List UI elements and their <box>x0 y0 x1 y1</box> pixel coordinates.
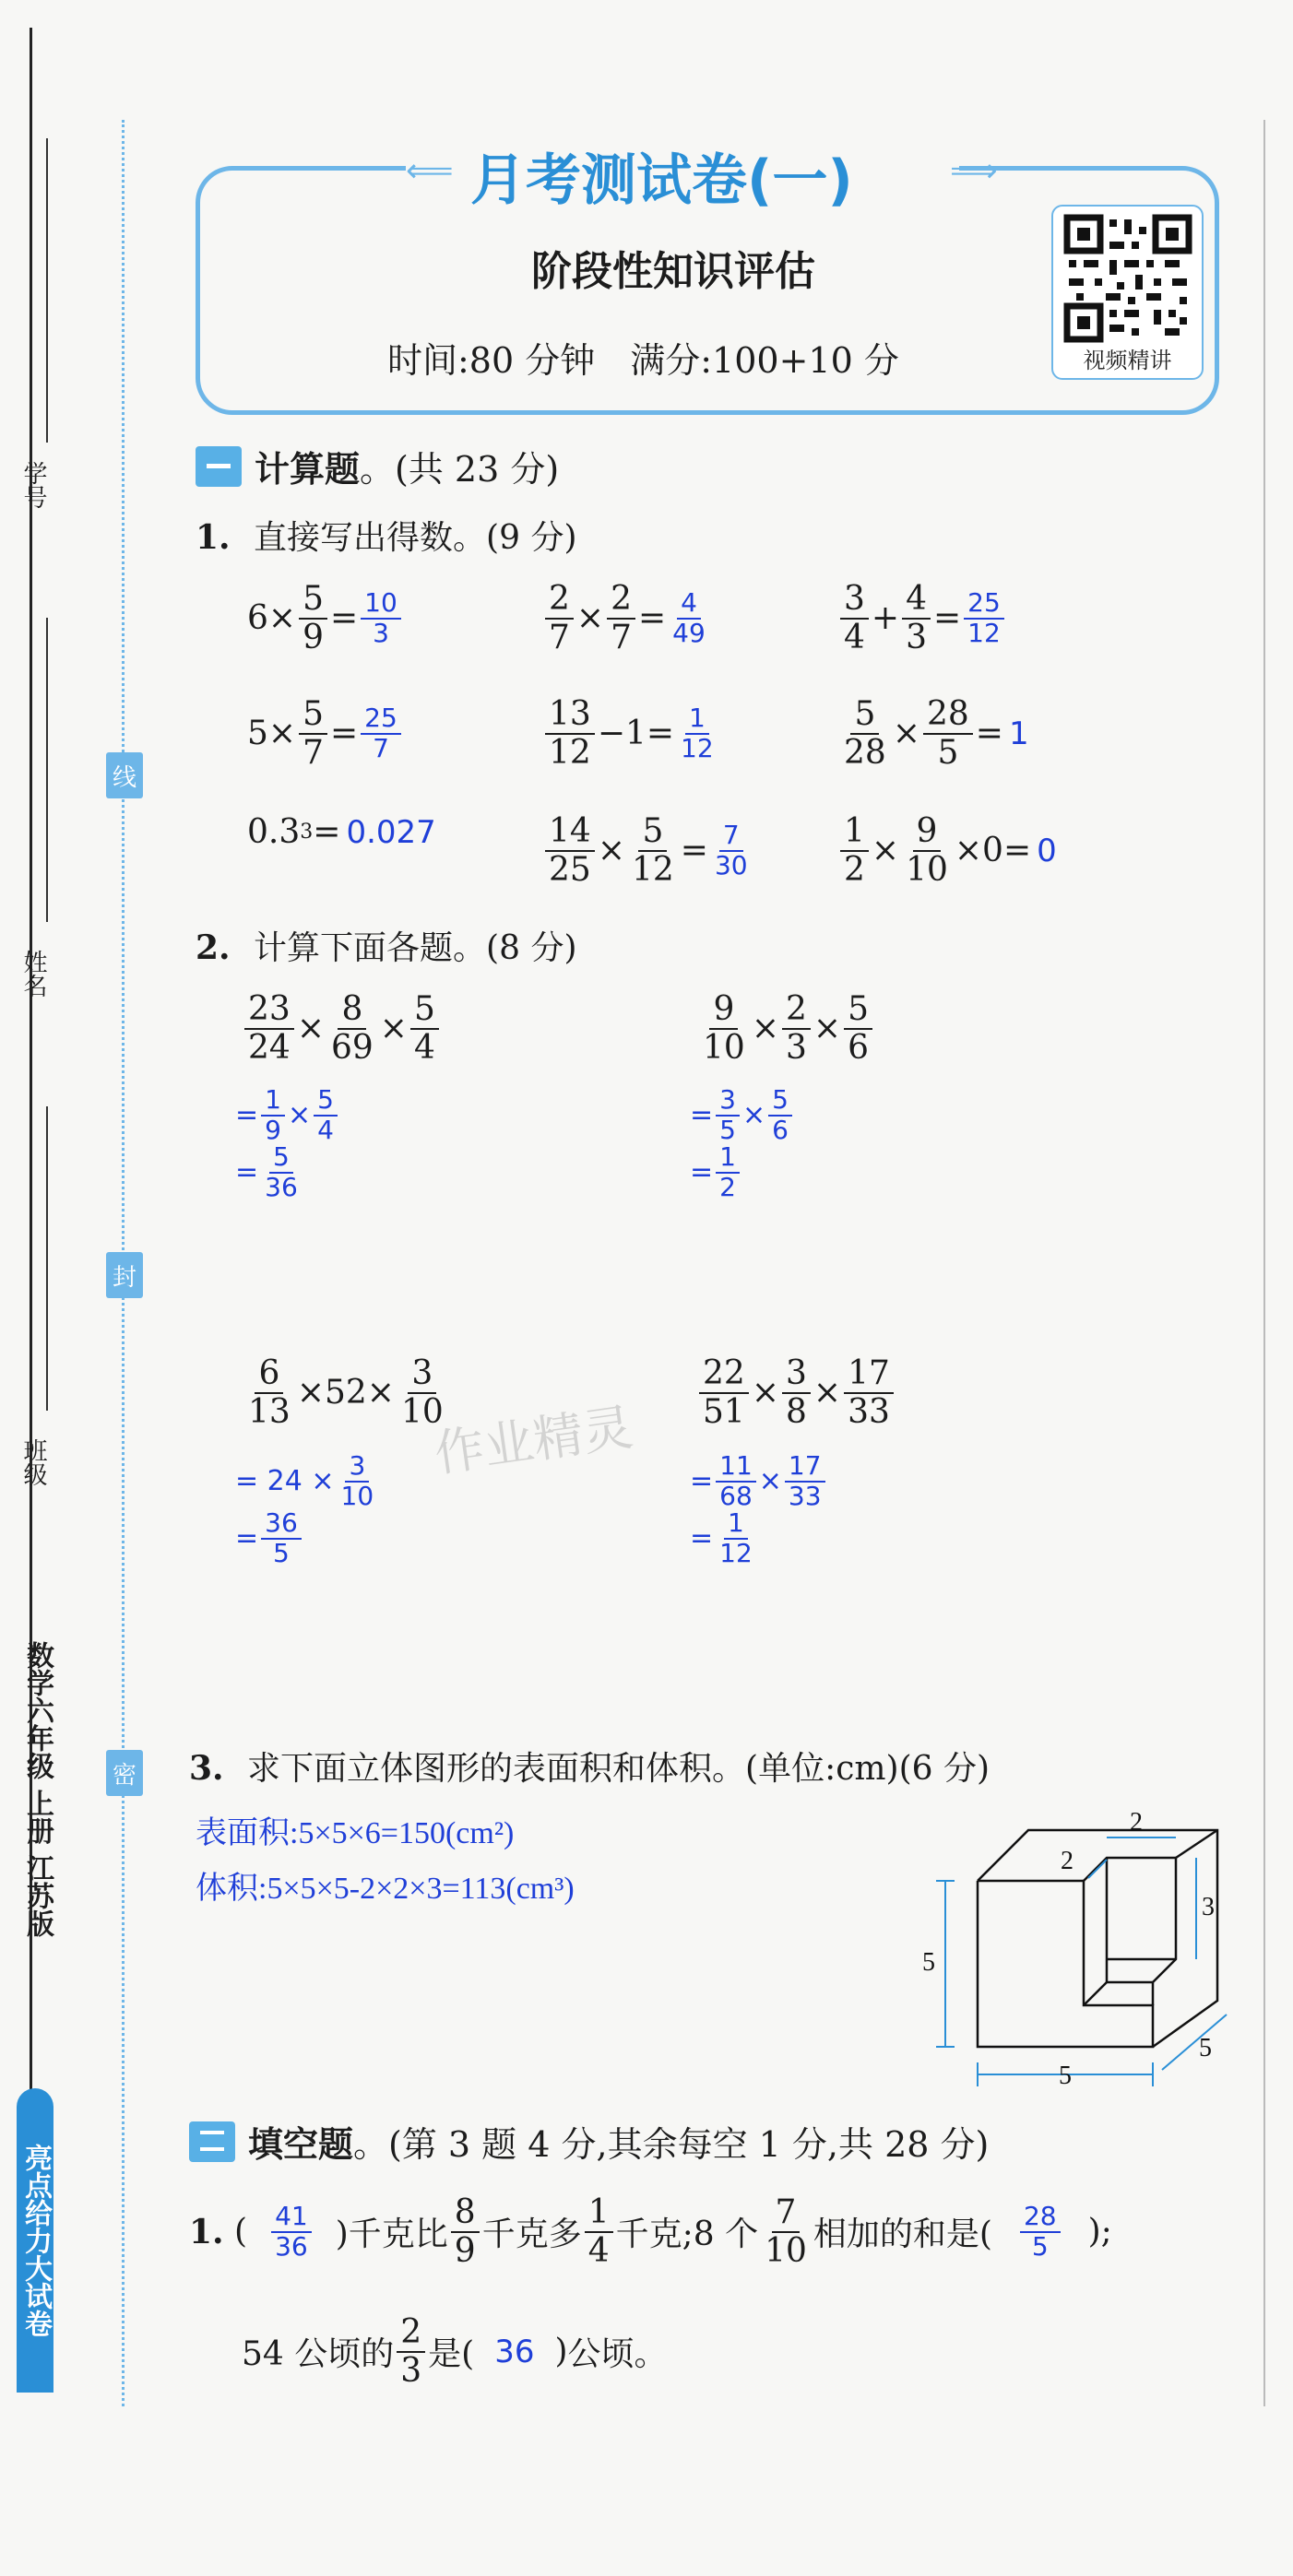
qr-code-icon <box>1063 214 1192 343</box>
answer: $\frac{4}{49}$ <box>672 586 706 648</box>
name-label: 姓名 <box>19 950 47 998</box>
work-2-1-line1: = $\frac{1}{9}$ × $\frac{5}{4}$ <box>235 1086 340 1145</box>
answer: $\frac{7}{30}$ <box>714 819 748 880</box>
section-1-title: 计算题 <box>255 449 361 490</box>
seal-feng: 封 <box>106 1252 143 1298</box>
answer: $\frac{25}{12}$ <box>964 589 1004 648</box>
fill-question-1-line2: 54 公顷的 $\frac{2}{3}$ 是( 36 ) 公顷。 <box>242 2313 668 2390</box>
solid-figure-diagram <box>922 1802 1236 2107</box>
section-2-points: 。(第 3 题 4 分,其余每空 1 分,共 28 分) <box>353 2124 990 2165</box>
question-number: 1. <box>189 2212 224 2251</box>
calc-item-1: 6× $\frac{5}{9}$ = $\frac{10}{3}$ <box>247 581 404 656</box>
dim-label: 5 <box>1199 2034 1212 2062</box>
answer-blank-1: $\frac{41}{36}$ <box>271 2203 312 2262</box>
qr-label: 视频精讲 <box>1083 348 1172 373</box>
dim-label: 2 <box>1061 1847 1074 1875</box>
calc-2-1: $\frac{23}{24}$ × $\frac{8}{69}$ × $\frac{5}{4}$ <box>242 991 442 1066</box>
answer: 0.027 <box>346 813 436 851</box>
brand-bar <box>17 2088 53 2393</box>
section-1-points: 。(共 23 分) <box>360 449 560 490</box>
work-2-3-line1: = 24 × $\frac{3}{10}$ <box>235 1450 374 1511</box>
section-2-title: 填空题 <box>248 2124 354 2165</box>
calc-2-2: $\frac{9}{10}$ × $\frac{2}{3}$ × $\frac{5}{6}$ <box>696 991 875 1066</box>
calc-2-4: $\frac{22}{51}$ × $\frac{3}{8}$ × $\frac{17}{33}$ <box>696 1355 896 1430</box>
answer-volume: 体积:5×5×5-2×2×3=113(cm³) <box>196 1872 575 1906</box>
calc-item-8: $\frac{14}{25}$ × $\frac{5}{12}$ = $\frac{7}{30}$ <box>542 813 754 888</box>
calc-item-9: $\frac{1}{2}$ × $\frac{9}{10}$ ×0= 0 <box>837 813 1057 888</box>
page-title: 月考测试卷(一) <box>470 148 853 213</box>
page-subtitle: 阶段性知识评估 <box>531 248 815 295</box>
answer-blank-2: $\frac{28}{5}$ <box>1020 2203 1061 2262</box>
class-label: 班级 <box>19 1438 47 1486</box>
calc-item-2: $\frac{2}{7}$ × $\frac{2}{7}$ = $\frac{4}{49}$ <box>542 581 712 656</box>
question-text: 计算下面各题。(8 分) <box>254 929 577 967</box>
answer: 1 <box>1008 715 1029 752</box>
work-2-2-line1: = $\frac{3}{5}$ × $\frac{5}{6}$ <box>690 1086 795 1145</box>
calc-item-7: 0.3 3 = 0.027 <box>247 813 436 851</box>
name-line <box>46 618 48 922</box>
seal-xian: 线 <box>106 752 143 798</box>
section-2-heading <box>189 2116 989 2167</box>
question-number: 1. <box>196 518 231 557</box>
dim-label: 5 <box>922 1948 935 1977</box>
right-margin-line <box>1263 120 1265 2406</box>
line2-prefix: 54 公顷的 <box>242 2335 395 2374</box>
seal-mi: 密 <box>106 1750 143 1796</box>
line2-suffix: 公顷。 <box>567 2335 668 2374</box>
answer: $\frac{1}{12}$ <box>681 702 714 763</box>
work-2-4-line2: = $\frac{1}{12}$ <box>690 1507 753 1568</box>
calc-item-4: 5× $\frac{5}{7}$ = $\frac{25}{7}$ <box>247 696 404 771</box>
calc-item-3: $\frac{3}{4}$ + $\frac{4}{3}$ = $\frac{25}{12}$ <box>837 581 1007 656</box>
dim-label: 5 <box>1059 2062 1072 2090</box>
book-title: 数学六年级 上册 江苏版 <box>21 1641 53 1937</box>
section-1-badge <box>196 446 242 487</box>
work-2-2-line2: = $\frac{1}{2}$ <box>690 1143 742 1202</box>
watermark: 作业精灵 <box>431 1398 636 1483</box>
student-id-label: 学号 <box>19 461 47 509</box>
calc-2-3: $\frac{6}{13}$ ×52× $\frac{3}{10}$ <box>248 1354 444 1431</box>
dim-label: 3 <box>1202 1893 1215 1921</box>
work-2-4-line1: = $\frac{11}{68}$ × $\frac{17}{33}$ <box>690 1452 828 1511</box>
question-1-3 <box>189 1743 990 1790</box>
question-text: 求下面立体图形的表面积和体积。(单位:cm)(6 分) <box>247 1750 991 1788</box>
question-number: 3. <box>189 1749 224 1788</box>
work-2-1-line2: = $\frac{5}{36}$ <box>235 1141 298 1202</box>
ornament-right-icon: ⟹ <box>950 152 998 190</box>
work-2-3-line2: = $\frac{36}{5}$ <box>235 1509 304 1568</box>
section-2-badge <box>189 2121 235 2162</box>
calc-item-5: $\frac{13}{12}$ −1= $\frac{1}{12}$ <box>542 696 720 771</box>
answer: 0 <box>1037 832 1057 869</box>
student-id-line <box>46 138 48 443</box>
fill-question-1: 1. ( $\frac{41}{36}$ )千克比 $\frac{8}{9}$ 千克多 $\frac{1}{4}$ 千克;8 个 $\frac{7}{10}$ 相加的和是( $\frac{28}{5}$ ); <box>189 2193 1112 2270</box>
question-text: 直接写出得数。(9 分) <box>254 519 577 557</box>
ornament-left-icon: ⟸ <box>406 152 454 190</box>
answer-blank-3: 36 <box>494 2333 535 2370</box>
question-1-1 <box>196 512 577 559</box>
question-number: 2. <box>196 928 231 967</box>
answer: $\frac{10}{3}$ <box>361 589 401 648</box>
answer: $\frac{25}{7}$ <box>361 704 401 763</box>
section-1-heading <box>196 441 559 491</box>
qr-code[interactable] <box>1051 205 1204 380</box>
dim-label: 2 <box>1130 1808 1143 1837</box>
brand-text: 亮点给力大试卷 <box>19 2144 52 2337</box>
binding-line <box>30 28 32 2351</box>
answer-surface-area: 表面积:5×5×6=150(cm²) <box>196 1816 515 1850</box>
class-line <box>46 1106 48 1411</box>
time-score-info: 时间:80 分钟 满分:100+10 分 <box>387 340 899 381</box>
calc-item-6: $\frac{5}{28}$ × $\frac{28}{5}$ = 1 <box>844 695 1029 772</box>
question-1-2 <box>196 922 577 969</box>
